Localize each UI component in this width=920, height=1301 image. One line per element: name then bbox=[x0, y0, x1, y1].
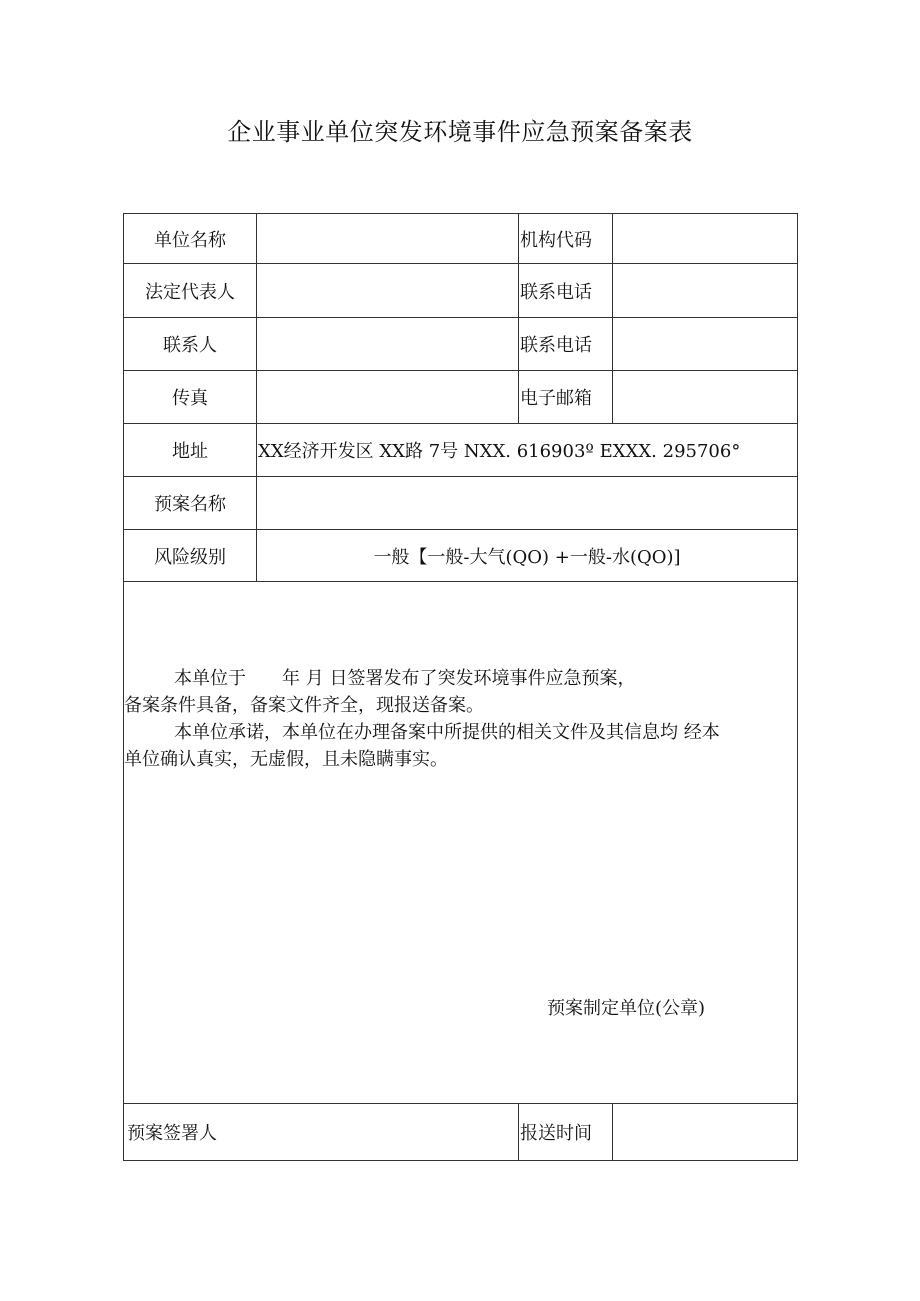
statement-line-2: 备案条件具备，备案文件齐全，现报送备案。 bbox=[124, 695, 484, 716]
submit-time-field[interactable] bbox=[613, 1104, 798, 1161]
legal-rep-label: 法定代表人 bbox=[124, 264, 257, 318]
unit-name-field[interactable] bbox=[257, 214, 519, 264]
plan-name-field[interactable] bbox=[257, 477, 798, 530]
statement-line-4: 单位确认真实，无虚假，且未隐瞒事实。 bbox=[124, 749, 448, 770]
contact-label: 联系人 bbox=[124, 318, 257, 371]
row-legal-rep bbox=[124, 264, 798, 318]
filing-form-table bbox=[123, 213, 798, 1161]
risk-value[interactable]: 一般【一般-大气(QO) +一般-水(QO)] bbox=[257, 530, 798, 582]
statement-line-3: 本单位承诺，本单位在办理备案中所提供的相关文件及其信息均 经本 bbox=[174, 722, 720, 743]
row-footer bbox=[124, 1104, 798, 1161]
email-field[interactable] bbox=[613, 371, 798, 424]
phone-field-1[interactable] bbox=[613, 264, 798, 318]
fax-field[interactable] bbox=[257, 371, 519, 424]
page-title: 企业事业单位突发环境事件应急预案备案表 bbox=[227, 118, 693, 146]
risk-label: 风险级别 bbox=[124, 530, 257, 582]
unit-name-label: 单位名称 bbox=[124, 214, 257, 264]
row-unit-name bbox=[124, 214, 798, 264]
fax-label: 传真 bbox=[124, 371, 257, 424]
phone-label-2: 联系电话 bbox=[519, 318, 613, 371]
row-plan-name bbox=[124, 477, 798, 530]
stamp-label: 预案制定单位(公章) bbox=[547, 998, 706, 1019]
phone-label-1: 联系电话 bbox=[519, 264, 613, 318]
phone-field-2[interactable] bbox=[613, 318, 798, 371]
plan-name-label: 预案名称 bbox=[124, 477, 257, 530]
row-address bbox=[124, 424, 798, 477]
row-risk-level bbox=[124, 530, 798, 582]
row-contact bbox=[124, 318, 798, 371]
statement-cell bbox=[124, 582, 798, 1104]
org-code-label: 机构代码 bbox=[519, 214, 613, 264]
legal-rep-field[interactable] bbox=[257, 264, 519, 318]
email-label: 电子邮箱 bbox=[519, 371, 613, 424]
statement-line-1: 本单位于 年 月 日签署发布了突发环境事件应急预案， bbox=[174, 668, 636, 689]
org-code-field[interactable] bbox=[613, 214, 798, 264]
row-fax bbox=[124, 371, 798, 424]
contact-field[interactable] bbox=[257, 318, 519, 371]
address-label: 地址 bbox=[124, 424, 257, 477]
submit-time-label: 报送时间 bbox=[519, 1104, 613, 1161]
row-statement bbox=[124, 582, 798, 1104]
address-value[interactable]: XX经济开发区 XX路 7号 NXX. 616903º EXXX. 295706° bbox=[257, 424, 798, 477]
signer-label: 预案签署人 bbox=[124, 1104, 519, 1161]
